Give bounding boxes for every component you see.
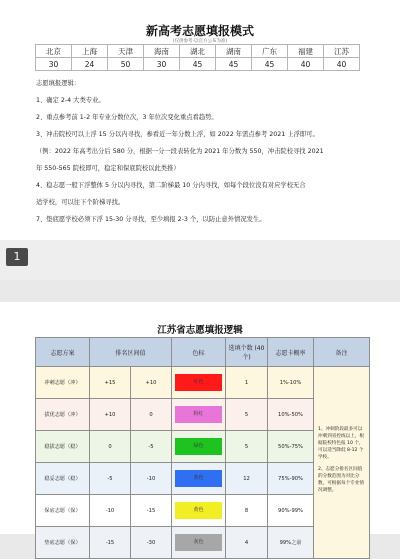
count-cell: 4 xyxy=(226,527,268,559)
range-high: -30 xyxy=(131,527,172,559)
strategy-header-row xyxy=(36,338,370,367)
range-low: +10 xyxy=(90,399,131,431)
color-swatch: 绿色 xyxy=(175,438,222,455)
plan-cell: 垫底志愿（保） xyxy=(36,527,90,559)
tip-line: 7、垫底愿学校必须下浮 15-30 分寻找，至少填报 2-3 个，以防止意外情况发生。 xyxy=(36,216,266,223)
province-count: 50 xyxy=(108,58,144,71)
color-cell xyxy=(172,527,226,559)
range-low: 0 xyxy=(90,431,131,463)
range-low: +15 xyxy=(90,367,131,399)
tip-line: 年 550-565 院校即可，稳定和保底院校以此类推） xyxy=(36,165,180,172)
color-cell xyxy=(172,431,226,463)
province-name: 湖北 xyxy=(180,45,216,58)
province-name: 上海 xyxy=(72,45,108,58)
color-swatch: 蓝色 xyxy=(175,470,222,487)
count-cell: 1 xyxy=(226,367,268,399)
province-count: 45 xyxy=(216,58,252,71)
color-cell xyxy=(172,495,226,527)
page-one-title: 新高考志愿填报模式 xyxy=(145,24,254,38)
color-swatch: 红色 xyxy=(175,374,222,391)
province-name: 海南 xyxy=(144,45,180,58)
color-swatch: 灰色 xyxy=(175,534,222,551)
prob-cell: 75%-90% xyxy=(268,463,314,495)
header-range: 排名区间值 xyxy=(90,338,172,367)
province-count: 45 xyxy=(252,58,288,71)
range-high: 0 xyxy=(131,399,172,431)
color-cell xyxy=(172,399,226,431)
prob-cell: 99%之前 xyxy=(268,527,314,559)
header-color: 色标 xyxy=(172,338,226,367)
province-count: 24 xyxy=(72,58,108,71)
prob-cell: 50%-75% xyxy=(268,431,314,463)
tips-heading: 志愿填报逻辑： xyxy=(36,80,81,87)
tip-line: 2、重点参考前 1-2 年专业分数位次，3 年位次变化重点看趋势。 xyxy=(36,114,218,121)
color-swatch: 粉红 xyxy=(175,406,222,423)
tip-line: 3、冲击院校可以上浮 15 分以内寻找，参看近一年分数上浮，如 2022 年需点参考 2021 上浮即可。 xyxy=(36,131,319,138)
count-cell: 5 xyxy=(226,431,268,463)
province-name: 江苏 xyxy=(324,45,360,58)
header-prob: 志愿卡概率 xyxy=(268,338,314,367)
page-two-title: 江苏省志愿填报逻辑 xyxy=(157,325,243,336)
tip-line: 1、确定 2-4 大类专业。 xyxy=(36,97,105,104)
province-name: 湖南 xyxy=(216,45,252,58)
header-plan: 志愿方案 xyxy=(36,338,90,367)
count-cell: 8 xyxy=(226,495,268,527)
plan-cell: 稳妥志愿（稳） xyxy=(36,463,90,495)
province-name: 福建 xyxy=(288,45,324,58)
page-gap xyxy=(0,240,400,280)
tip-line: （例：2022 年高考出分后 580 分，根据一分一段表转化为 2021 年分数为 550，冲击院校寻找 2021 xyxy=(36,148,324,155)
strategy-table xyxy=(35,337,370,559)
plan-cell: 冲刺志愿（冲） xyxy=(36,367,90,399)
range-high: -5 xyxy=(131,431,172,463)
province-name: 北京 xyxy=(36,45,72,58)
prob-cell: 90%-99% xyxy=(268,495,314,527)
tips-section xyxy=(36,75,366,228)
note-line: 2、志愿分排名区间值的分数范围为对比分数，可根据每个专业情况调整。 xyxy=(318,467,364,493)
prob-cell: 10%-50% xyxy=(268,399,314,431)
header-count: 选填个数 (40 个) xyxy=(226,338,268,367)
range-low: -5 xyxy=(90,463,131,495)
range-low: -15 xyxy=(90,527,131,559)
province-name: 天津 xyxy=(108,45,144,58)
province-count: 40 xyxy=(288,58,324,71)
prob-cell: 1%-10% xyxy=(268,367,314,399)
color-swatch: 黄色 xyxy=(175,502,222,519)
note-line: 1、冲刺阶段最多可以冲刺到省控线以上，根据院校特色报 10 个，可以适当降低 8-12 个学校。 xyxy=(318,427,364,460)
color-cell xyxy=(172,463,226,495)
province-count: 40 xyxy=(324,58,360,71)
province-count: 30 xyxy=(144,58,180,71)
table-row xyxy=(36,367,370,399)
range-low: -10 xyxy=(90,495,131,527)
tip-line: 适学校，可以往下个阶梯寻找。 xyxy=(36,199,125,206)
province-count: 45 xyxy=(180,58,216,71)
page-one-subtitle: (仅供参考·以官方公布为准) xyxy=(172,39,228,44)
header-note: 备注 xyxy=(314,338,370,367)
plan-cell: 保底志愿（保） xyxy=(36,495,90,527)
count-cell: 5 xyxy=(226,399,268,431)
color-cell xyxy=(172,367,226,399)
range-high: -15 xyxy=(131,495,172,527)
province-name-row xyxy=(36,45,360,58)
count-cell: 12 xyxy=(226,463,268,495)
plan-cell: 拔优志愿（冲） xyxy=(36,399,90,431)
province-name: 广东 xyxy=(252,45,288,58)
page-number-badge[interactable]: 1 xyxy=(6,248,28,266)
province-count: 30 xyxy=(36,58,72,71)
province-count-row xyxy=(36,58,360,71)
tip-line: 4、稳志愿一般下浮整体 5 分以内寻找，第二阶梯最 10 分内寻找，如每个段位没有对应学校无合 xyxy=(36,182,306,189)
range-high: +10 xyxy=(131,367,172,399)
plan-cell: 稳拔志愿（稳） xyxy=(36,431,90,463)
range-high: -10 xyxy=(131,463,172,495)
province-table xyxy=(35,44,360,71)
note-cell xyxy=(314,367,370,559)
